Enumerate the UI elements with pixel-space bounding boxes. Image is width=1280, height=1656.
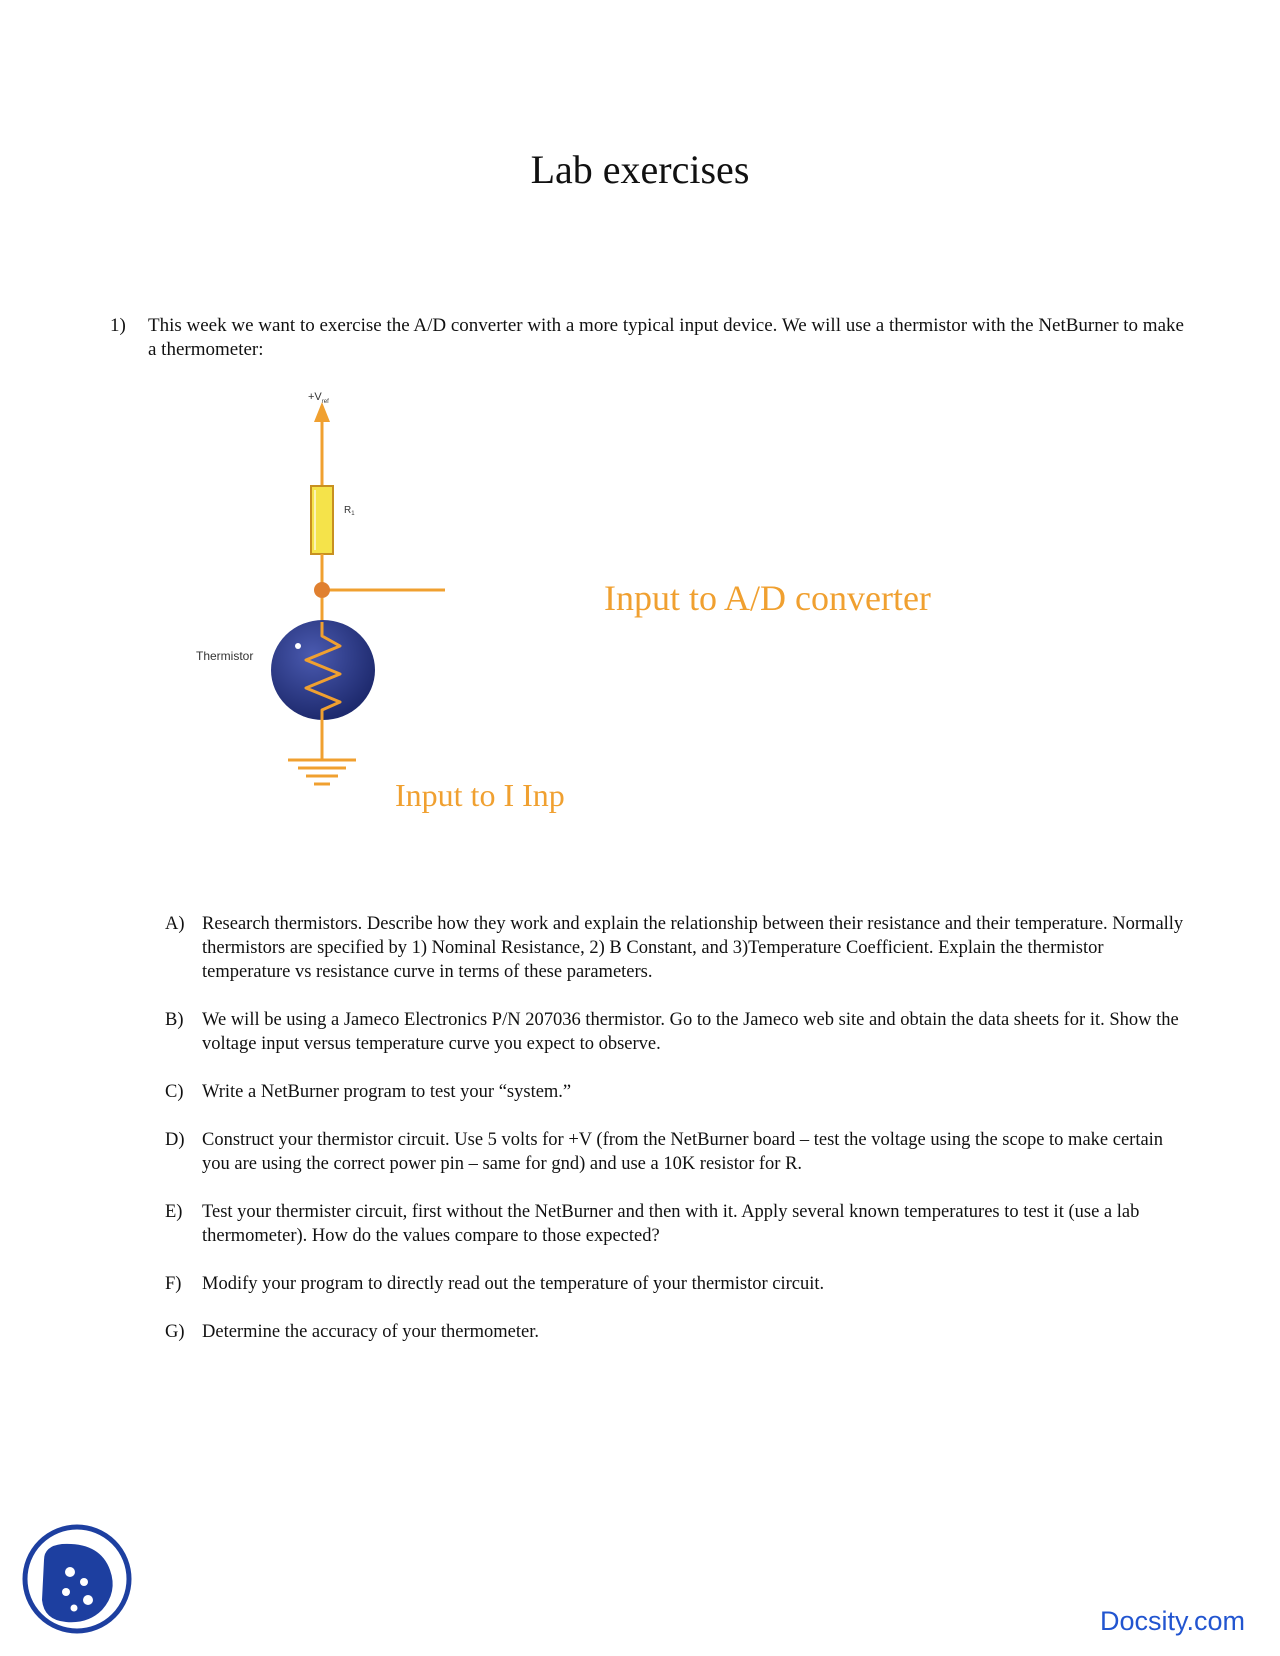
thermistor-label: Thermistor: [196, 649, 254, 663]
list-item: [160, 1200, 1190, 1248]
item-letter: G): [165, 1322, 185, 1342]
item-letter: C): [165, 1082, 184, 1102]
thermistor-circuit-diagram: [190, 390, 490, 830]
input-gnd-label: Input to I Inp: [395, 777, 565, 813]
item-text: Write a NetBurner program to test your “system.”: [202, 1082, 572, 1102]
item-text: Construct your thermistor circuit. Use 5 volts for +V (from the NetBurner board – test the voltage using the scope to make certain you are using the correct power pin – same for gnd) and use a 10K resistor for R.: [202, 1130, 1164, 1174]
item-text: Determine the accuracy of your thermometer.: [202, 1322, 539, 1342]
question-text: This week we want to exercise the A/D converter with a more typical input device. We will use a thermistor with the NetBurner to make a thermometer:: [148, 315, 1184, 360]
docsity-logo-icon[interactable]: [22, 1520, 132, 1638]
junction-node: [314, 582, 330, 598]
item-letter: E): [165, 1202, 183, 1222]
vref-arrow-icon: [314, 402, 330, 422]
list-item: [160, 1128, 1190, 1176]
item-text: Modify your program to directly read out the temperature of your thermistor circuit.: [202, 1274, 825, 1294]
exercise-list: [160, 912, 1190, 1368]
list-item: [160, 1272, 1190, 1296]
docsity-brand-link[interactable]: Docsity.com: [1100, 1606, 1246, 1636]
item-letter: F): [165, 1274, 182, 1294]
item-text: We will be using a Jameco Electronics P/N 207036 thermistor. Go to the Jameco web site and obtain the data sheets for it. Show the voltage input versus temperature curve you expect to observe.: [202, 1010, 1179, 1054]
item-text: Research thermistors. Describe how they work and explain the relationship between their resistance and their temperature. Normally thermistors are specified by 1) Nominal Resistance, 2) B Constant, and 3)Temperature Coefficient. Explain the thermistor temperature vs resistance curve in terms of these parameters.: [202, 914, 1184, 982]
item-text: Test your thermister circuit, first without the NetBurner and then with it. Apply several known temperatures to test it (use a lab thermometer). How do the values compare to those expected?: [202, 1202, 1140, 1246]
list-item: [160, 912, 1190, 984]
vref-label: $+V_{ref}$: [308, 391, 329, 405]
resistor-label: $R_1$: [344, 505, 355, 517]
page-title: Lab exercises: [530, 147, 750, 192]
list-item: [160, 1008, 1190, 1056]
input-ad-label: Input to A/D converter: [604, 578, 931, 618]
item-letter: D): [165, 1130, 185, 1150]
item-letter: B): [165, 1010, 184, 1030]
question-number: 1): [110, 315, 126, 336]
list-item: [160, 1080, 1190, 1104]
item-letter: A): [165, 914, 185, 934]
list-item: [160, 1320, 1190, 1344]
ground-icon: [288, 760, 356, 784]
